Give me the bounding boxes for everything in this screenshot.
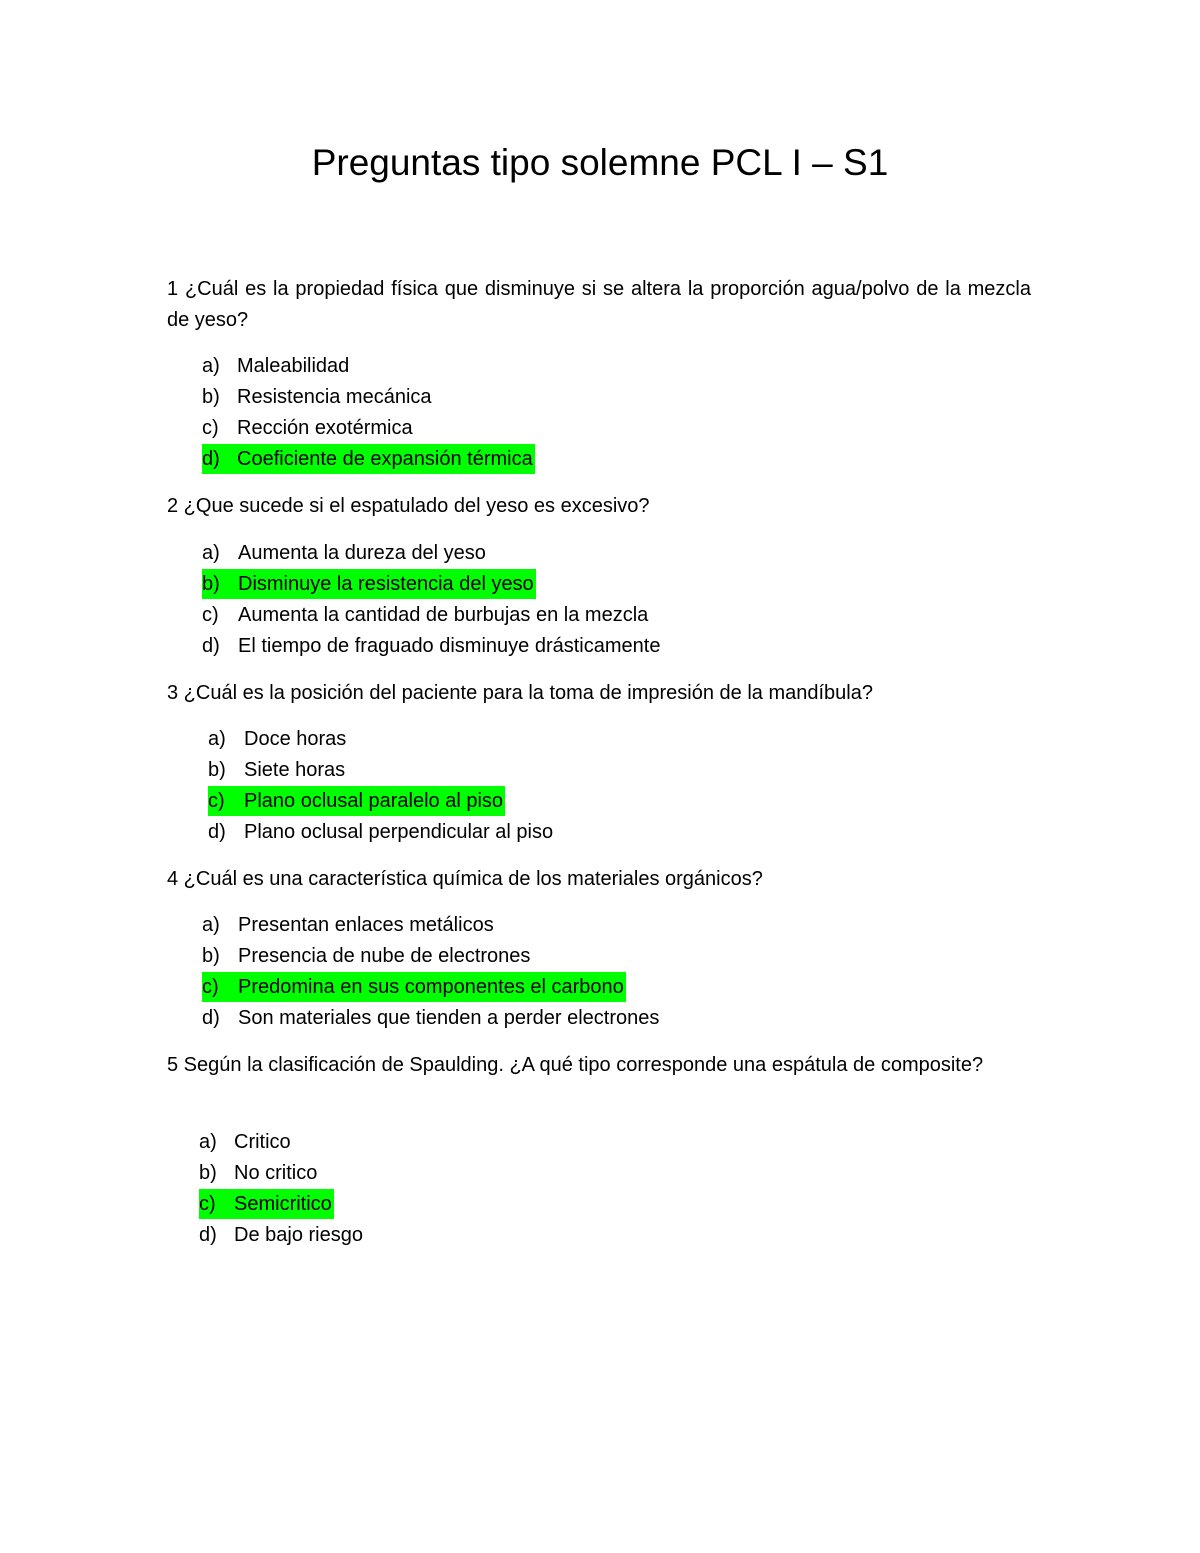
question-4-option-c-highlighted: c) Predomina en sus componentes el carbono bbox=[202, 972, 626, 1002]
question-4-option-a: a) Presentan enlaces metálicos bbox=[202, 914, 494, 936]
question-2-option-b-highlighted: b) Disminuye la resistencia del yeso bbox=[202, 569, 536, 599]
question-2-text: 2 ¿Que sucede si el espatulado del yeso es excesivo? bbox=[167, 495, 650, 517]
question-3-option-a: a) Doce horas bbox=[208, 728, 347, 750]
question-4-option-d: d) Son materiales que tienden a perder electrones bbox=[202, 1007, 660, 1029]
question-5-text: 5 Según la clasificación de Spaulding. ¿A qué tipo corresponde una espátula de composite? bbox=[167, 1054, 984, 1076]
question-1-option-b: b) Resistencia mecánica bbox=[202, 386, 432, 408]
question-1-option-c: c) Rección exotérmica bbox=[202, 417, 413, 439]
question-5-option-a: a) Critico bbox=[199, 1131, 291, 1153]
question-1-option-d-highlighted: d) Coeficiente de expansión térmica bbox=[202, 444, 535, 474]
question-3-option-c-highlighted: c) Plano oclusal paralelo al piso bbox=[208, 786, 505, 816]
question-5-option-c-highlighted: c) Semicritico bbox=[199, 1189, 334, 1219]
question-4-option-b: b) Presencia de nube de electrones bbox=[202, 945, 531, 967]
question-5-option-b: b) No critico bbox=[199, 1162, 318, 1184]
question-4-text: 4 ¿Cuál es una característica química de los materiales orgánicos? bbox=[167, 868, 763, 890]
page-title: Preguntas tipo solemne PCL I – S1 bbox=[311, 142, 889, 183]
question-3-option-d: d) Plano oclusal perpendicular al piso bbox=[208, 821, 554, 843]
question-1-option-a: a) Maleabilidad bbox=[202, 355, 350, 377]
question-3-text: 3 ¿Cuál es la posición del paciente para la toma de impresión de la mandíbula? bbox=[167, 682, 873, 704]
question-3-option-b: b) Siete horas bbox=[208, 759, 346, 781]
question-2-option-a: a) Aumenta la dureza del yeso bbox=[202, 542, 486, 564]
question-2-option-d: d) El tiempo de fraguado disminuye drásticamente bbox=[202, 635, 661, 657]
question-5-option-d: d) De bajo riesgo bbox=[199, 1224, 363, 1246]
question-1-text: 1 ¿Cuál es la propiedad física que disminuye si se altera la proporción agua/polvo de la mezcla de yeso? bbox=[167, 278, 1031, 331]
question-2-option-c: c) Aumenta la cantidad de burbujas en la mezcla bbox=[202, 604, 649, 626]
